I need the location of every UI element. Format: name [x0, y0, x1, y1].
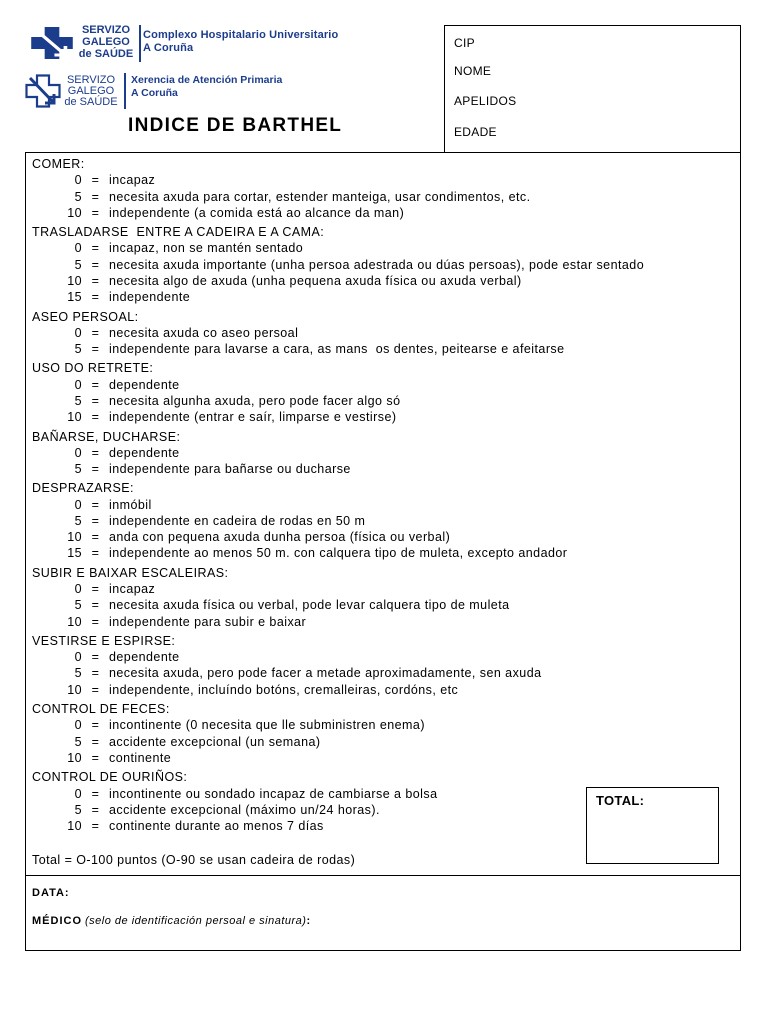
score-description: necesita algo de axuda (unha pequena axuda física ou axuda verbal) — [109, 273, 522, 288]
equals-sign: = — [91, 257, 100, 272]
section-heading: COMER: — [32, 157, 85, 171]
score-value: 5 — [74, 734, 82, 749]
page-title: INDICE DE BARTHEL — [128, 115, 343, 136]
score-description: continente durante ao menos 7 días — [109, 819, 324, 834]
section-control-feces — [32, 701, 644, 766]
score-option — [32, 802, 644, 818]
equals-sign: = — [91, 189, 100, 204]
score-value: 5 — [74, 462, 82, 477]
score-description: independente — [109, 290, 191, 305]
score-value: 5 — [74, 189, 82, 204]
score-description: independente (a comida está ao alcance da man) — [109, 205, 405, 220]
section-heading: BAÑARSE, DUCHARSE: — [32, 429, 181, 444]
section-heading: ASEO PERSOAL: — [32, 309, 139, 324]
score-description: continente — [109, 750, 172, 765]
section-comer — [32, 156, 644, 221]
section-escaleiras — [32, 565, 644, 630]
score-option — [32, 597, 644, 613]
footer-divider — [26, 875, 740, 876]
score-value: 10 — [67, 205, 82, 220]
unit-name-line: Complexo Hospitalario Universitario — [143, 28, 339, 41]
section-trasladarse — [32, 224, 644, 305]
unit-name — [143, 29, 338, 55]
score-description: inmóbil — [109, 497, 152, 512]
sergas-cross-icon — [25, 74, 61, 108]
score-option — [32, 665, 644, 681]
score-option — [32, 581, 644, 597]
score-description: necesita axuda para cortar, estender manteiga, usar condimentos, etc. — [109, 189, 531, 204]
patient-id-box — [444, 25, 741, 153]
organization-name-line: SERVIZO — [81, 24, 131, 36]
doctor-label: MÉDICO — [32, 915, 82, 927]
score-option — [32, 189, 644, 205]
total-score-box — [586, 787, 719, 864]
score-option — [32, 734, 644, 750]
section-desprazarse — [32, 480, 644, 561]
score-description: necesita algunha axuda, pero pode facer algo só — [109, 393, 401, 408]
score-description: incapaz — [109, 173, 156, 188]
score-option — [32, 393, 644, 409]
equals-sign: = — [91, 682, 100, 697]
score-description: necesita axuda, pero pode facer a metade aproximadamente, sen axuda — [109, 666, 542, 681]
score-value: 5 — [74, 598, 82, 613]
section-uso-do-retrete — [32, 360, 644, 425]
score-description: independente ao menos 50 m. con calquera tipo de muleta, excepto andador — [109, 546, 568, 561]
equals-sign: = — [91, 718, 100, 733]
score-option — [32, 325, 644, 341]
sergas-cross-icon — [30, 26, 74, 60]
score-option — [32, 341, 644, 357]
score-value: 5 — [74, 393, 82, 408]
equals-sign: = — [91, 614, 100, 629]
organization-name-line: de SAÚDE — [78, 48, 134, 60]
equals-sign: = — [91, 802, 100, 817]
score-value: 0 — [74, 325, 82, 340]
score-value: 5 — [74, 342, 82, 357]
score-option — [32, 497, 644, 513]
section-heading: DESPRAZARSE: — [32, 481, 134, 496]
score-option — [32, 717, 644, 733]
equals-sign: = — [91, 734, 100, 749]
score-option — [32, 649, 644, 665]
score-value: 15 — [67, 290, 82, 305]
score-description: incapaz — [109, 582, 156, 597]
score-description: necesita axuda física ou verbal, pode levar calquera tipo de muleta — [109, 598, 510, 613]
score-description: independente, incluíndo botóns, cremalleiras, cordóns, etc — [109, 682, 459, 697]
logo-divider — [124, 73, 126, 109]
score-value: 5 — [74, 257, 82, 272]
doctor-signature-line — [32, 914, 310, 928]
equals-sign: = — [91, 598, 100, 613]
organization-name-line: GALEGO — [82, 36, 130, 48]
score-description: anda con pequena axuda dunha persoa (física ou verbal) — [109, 530, 451, 545]
equals-sign: = — [91, 582, 100, 597]
score-option — [32, 529, 644, 545]
organization-name — [62, 75, 120, 108]
score-option — [32, 614, 644, 630]
score-description: independente para subir e baixar — [109, 614, 307, 629]
equals-sign: = — [91, 786, 100, 801]
unit-city-line: A Coruña — [143, 41, 194, 54]
primary-care-logo — [25, 73, 295, 109]
score-value: 10 — [67, 530, 82, 545]
score-description: incapaz, non se mantén sentado — [109, 241, 304, 256]
score-option — [32, 240, 644, 256]
section-vestirse — [32, 633, 644, 698]
score-value: 10 — [67, 750, 82, 765]
score-value: 15 — [67, 546, 82, 561]
section-heading: USO DO RETRETE: — [32, 361, 154, 376]
score-description: accidente excepcional (máximo un/24 horas). — [109, 802, 380, 817]
section-heading: SUBIR E BAIXAR ESCALEIRAS: — [32, 565, 229, 580]
score-description: incontinente ou sondado incapaz de cambiarse a bolsa — [109, 786, 438, 801]
equals-sign: = — [91, 205, 100, 220]
score-value: 0 — [74, 718, 82, 733]
score-option — [32, 172, 644, 188]
score-option — [32, 513, 644, 529]
unit-name-line: Xerencia de Atención Primaria — [131, 73, 283, 86]
doctor-signature-hint: (selo de identificación persoal e sinatura) — [85, 915, 307, 927]
organization-name — [76, 24, 136, 60]
date-label: DATA: — [32, 887, 70, 899]
equals-sign: = — [91, 513, 100, 528]
score-description: dependente — [109, 377, 180, 392]
name-field-label: NOME — [454, 64, 492, 78]
equals-sign: = — [91, 393, 100, 408]
organization-name-line: SERVIZO — [66, 73, 116, 86]
total-label: TOTAL: — [596, 793, 645, 808]
score-description: necesita axuda importante (unha persoa adestrada ou dúas persoas), pode estar sentado — [109, 257, 645, 272]
barthel-scale-box — [25, 152, 741, 951]
equals-sign: = — [91, 819, 100, 834]
score-value: 10 — [67, 682, 82, 697]
equals-sign: = — [91, 650, 100, 665]
score-description: independente en cadeira de rodas en 50 m — [109, 513, 366, 528]
score-description: dependente — [109, 650, 180, 665]
equals-sign: = — [91, 462, 100, 477]
score-value: 10 — [67, 410, 82, 425]
section-control-ourinos — [32, 769, 644, 834]
score-value: 5 — [74, 666, 82, 681]
equals-sign: = — [91, 290, 100, 305]
score-option — [32, 545, 644, 561]
total-score-note: Total = O-100 puntos (O-90 se usan cadeira de rodas) — [32, 853, 356, 868]
score-value: 10 — [67, 614, 82, 629]
equals-sign: = — [91, 750, 100, 765]
equals-sign: = — [91, 497, 100, 512]
score-value: 0 — [74, 173, 82, 188]
score-value: 0 — [74, 445, 82, 460]
unit-name — [131, 74, 282, 100]
score-value: 0 — [74, 582, 82, 597]
score-option — [32, 786, 644, 802]
score-option — [32, 445, 644, 461]
score-option — [32, 461, 644, 477]
age-field-label: EDADE — [454, 125, 497, 139]
doctor-colon: : — [306, 915, 311, 927]
score-value: 0 — [74, 377, 82, 392]
section-heading: CONTROL DE FECES: — [32, 702, 170, 717]
score-option — [32, 273, 644, 289]
score-description: independente (entrar e saír, limparse e vestirse) — [109, 410, 397, 425]
section-heading: CONTROL DE OURIÑOS: — [32, 770, 188, 785]
score-option — [32, 409, 644, 425]
score-option — [32, 205, 644, 221]
surname-field-label: APELIDOS — [454, 94, 517, 108]
section-heading: TRASLADARSE ENTRE A CADEIRA E A CAMA: — [32, 225, 325, 240]
equals-sign: = — [91, 173, 100, 188]
score-value: 0 — [74, 650, 82, 665]
score-value: 0 — [74, 241, 82, 256]
equals-sign: = — [91, 342, 100, 357]
equals-sign: = — [91, 445, 100, 460]
equals-sign: = — [91, 546, 100, 561]
section-banarse — [32, 429, 644, 478]
score-option — [32, 818, 644, 834]
hospital-complex-logo — [30, 24, 342, 64]
cip-field-label: CIP — [454, 36, 475, 50]
section-aseo-persoal — [32, 309, 644, 358]
score-value: 10 — [67, 273, 82, 288]
scale-items — [32, 156, 644, 868]
equals-sign: = — [91, 410, 100, 425]
score-value: 5 — [74, 802, 82, 817]
equals-sign: = — [91, 241, 100, 256]
section-heading: VESTIRSE E ESPIRSE: — [32, 633, 176, 648]
score-option — [32, 257, 644, 273]
unit-city-line: A Coruña — [131, 86, 178, 99]
score-option — [32, 289, 644, 305]
score-option — [32, 750, 644, 766]
score-description: independente para bañarse ou ducharse — [109, 462, 351, 477]
score-description: incontinente (0 necesita que lle subministren enema) — [109, 718, 425, 733]
organization-name-line: GALEGO — [67, 84, 115, 97]
equals-sign: = — [91, 530, 100, 545]
score-value: 0 — [74, 786, 82, 801]
equals-sign: = — [91, 325, 100, 340]
score-description: dependente — [109, 445, 180, 460]
score-value: 0 — [74, 497, 82, 512]
score-option — [32, 682, 644, 698]
score-value: 5 — [74, 513, 82, 528]
score-description: accidente excepcional (un semana) — [109, 734, 321, 749]
equals-sign: = — [91, 666, 100, 681]
equals-sign: = — [91, 273, 100, 288]
score-description: independente para lavarse a cara, as mans os dentes, peitearse e afeitarse — [109, 342, 565, 357]
score-description: necesita axuda co aseo persoal — [109, 325, 299, 340]
score-value: 10 — [67, 819, 82, 834]
equals-sign: = — [91, 377, 100, 392]
score-option — [32, 377, 644, 393]
logo-divider — [139, 25, 141, 62]
organization-name-line: de SAÚDE — [64, 95, 118, 108]
